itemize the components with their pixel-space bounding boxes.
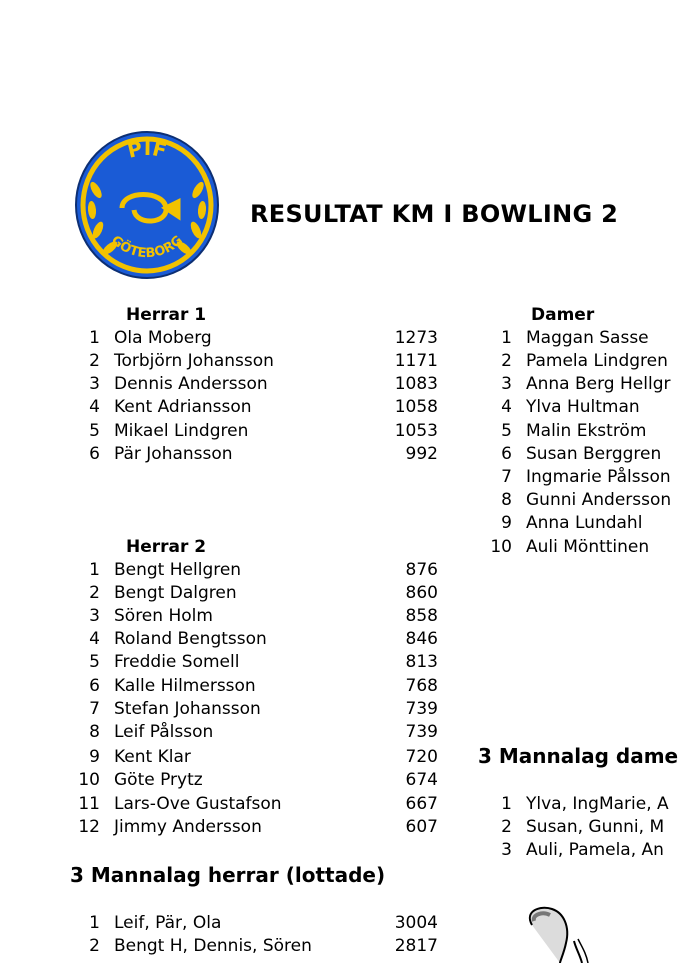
score: 1053 — [394, 421, 438, 441]
player-name: Kent Klar — [114, 747, 191, 767]
score: 1083 — [394, 374, 438, 394]
table-row — [72, 698, 438, 721]
table-row — [484, 466, 680, 489]
rank: 10 — [490, 537, 512, 557]
rank: 3 — [89, 374, 100, 394]
rank: 3 — [501, 840, 512, 860]
table-row — [72, 373, 438, 396]
player-name: Ylva Hultman — [526, 397, 640, 417]
player-name: Dennis Andersson — [114, 374, 268, 394]
score: 3004 — [394, 913, 438, 933]
player-name: Freddie Somell — [114, 652, 240, 672]
player-name: Malin Ekström — [526, 421, 647, 441]
logo-bottom-text: GÖTEBORG — [108, 233, 186, 262]
player-name: Ola Moberg — [114, 328, 212, 348]
table-row — [72, 935, 438, 958]
rank: 5 — [89, 421, 100, 441]
player-name: Anna Lundahl — [526, 513, 643, 533]
spoon-trophy-icon — [520, 905, 600, 963]
table-row — [484, 536, 680, 559]
score: 846 — [405, 629, 438, 649]
team-names: Ylva, IngMarie, A — [526, 794, 669, 814]
player-name: Stefan Johansson — [114, 699, 261, 719]
rank: 10 — [78, 770, 100, 790]
table-row — [72, 912, 438, 935]
table-row — [72, 816, 438, 839]
score: 1171 — [394, 351, 438, 371]
rank: 8 — [89, 722, 100, 742]
rank: 4 — [501, 397, 512, 417]
table-row — [72, 350, 438, 373]
pif-goteborg-logo-icon — [74, 130, 220, 280]
rank: 7 — [89, 699, 100, 719]
player-name: Pamela Lindgren — [526, 351, 668, 371]
table-row — [72, 443, 438, 466]
rank: 3 — [89, 606, 100, 626]
player-name: Kalle Hilmersson — [114, 676, 256, 696]
team-names: Susan, Gunni, M — [526, 817, 665, 837]
rank: 2 — [501, 817, 512, 837]
player-name: Mikael Lindgren — [114, 421, 249, 441]
rank: 2 — [501, 351, 512, 371]
team-names: Auli, Pamela, An — [526, 840, 664, 860]
player-name: Susan Berggren — [526, 444, 662, 464]
player-name: Auli Mönttinen — [526, 537, 650, 557]
herrar1-heading: Herrar 1 — [126, 305, 207, 325]
player-name: Bengt Hellgren — [114, 560, 242, 580]
player-name: Kent Adriansson — [114, 397, 252, 417]
score: 739 — [405, 699, 438, 719]
rank: 6 — [89, 444, 100, 464]
damer-heading: Damer — [531, 305, 595, 325]
player-name: Lars-Ove Gustafson — [114, 794, 282, 814]
table-row — [484, 350, 680, 373]
player-name: Gunni Andersson — [526, 490, 672, 510]
table-row — [72, 721, 438, 744]
rank: 1 — [89, 560, 100, 580]
player-name: Jimmy Andersson — [114, 817, 262, 837]
rank: 9 — [501, 513, 512, 533]
score: 667 — [405, 794, 438, 814]
score: 720 — [405, 747, 438, 767]
player-name: Sören Holm — [114, 606, 213, 626]
table-row — [484, 512, 680, 535]
score: 813 — [405, 652, 438, 672]
table-row — [72, 769, 438, 792]
table-row — [72, 651, 438, 674]
rank: 8 — [501, 490, 512, 510]
mannalag-damer-heading: 3 Mannalag dame — [478, 744, 679, 768]
rank: 2 — [89, 351, 100, 371]
score: 876 — [405, 560, 438, 580]
table-row — [72, 605, 438, 628]
rank: 2 — [89, 583, 100, 603]
score: 992 — [405, 444, 438, 464]
score: 1058 — [394, 397, 438, 417]
page-title: RESULTAT KM I BOWLING 2 — [250, 200, 619, 228]
table-row — [72, 582, 438, 605]
rank: 3 — [501, 374, 512, 394]
rank: 1 — [501, 328, 512, 348]
player-name: Bengt Dalgren — [114, 583, 237, 603]
player-name: Pär Johansson — [114, 444, 233, 464]
player-name: Roland Bengtsson — [114, 629, 267, 649]
rank: 1 — [89, 328, 100, 348]
rank: 4 — [89, 397, 100, 417]
team-names: Leif, Pär, Ola — [114, 913, 222, 933]
logo-top-text: PIF — [125, 135, 170, 163]
table-row — [484, 420, 680, 443]
score: 739 — [405, 722, 438, 742]
player-name: Göte Prytz — [114, 770, 203, 790]
rank: 5 — [501, 421, 512, 441]
table-row — [72, 559, 438, 582]
rank: 11 — [78, 794, 100, 814]
rank: 9 — [89, 747, 100, 767]
rank: 12 — [78, 817, 100, 837]
rank: 5 — [89, 652, 100, 672]
table-row — [72, 746, 438, 769]
rank: 1 — [501, 794, 512, 814]
table-row — [72, 327, 438, 350]
player-name: Anna Berg Hellgr — [526, 374, 671, 394]
rank: 4 — [89, 629, 100, 649]
rank: 1 — [89, 913, 100, 933]
table-row — [484, 839, 680, 862]
table-row — [72, 793, 438, 816]
player-name: Leif Pålsson — [114, 722, 214, 742]
player-name: Torbjörn Johansson — [114, 351, 274, 371]
score: 2817 — [394, 936, 438, 956]
score: 768 — [405, 676, 438, 696]
score: 674 — [405, 770, 438, 790]
table-row — [484, 793, 680, 816]
table-row — [72, 628, 438, 651]
table-row — [484, 489, 680, 512]
table-row — [484, 373, 680, 396]
table-row — [484, 816, 680, 839]
rank: 7 — [501, 467, 512, 487]
herrar2-heading: Herrar 2 — [126, 537, 207, 557]
table-row — [484, 327, 680, 350]
table-row — [484, 396, 680, 419]
table-row — [72, 675, 438, 698]
rank: 6 — [501, 444, 512, 464]
score: 607 — [405, 817, 438, 837]
player-name: Ingmarie Pålsson — [526, 467, 671, 487]
team-names: Bengt H, Dennis, Sören — [114, 936, 312, 956]
table-row — [72, 420, 438, 443]
score: 860 — [405, 583, 438, 603]
score: 1273 — [394, 328, 438, 348]
mannalag-herrar-heading: 3 Mannalag herrar (lottade) — [70, 863, 386, 887]
table-row — [484, 443, 680, 466]
rank: 2 — [89, 936, 100, 956]
table-row — [72, 396, 438, 419]
player-name: Maggan Sasse — [526, 328, 649, 348]
rank: 6 — [89, 676, 100, 696]
score: 858 — [405, 606, 438, 626]
